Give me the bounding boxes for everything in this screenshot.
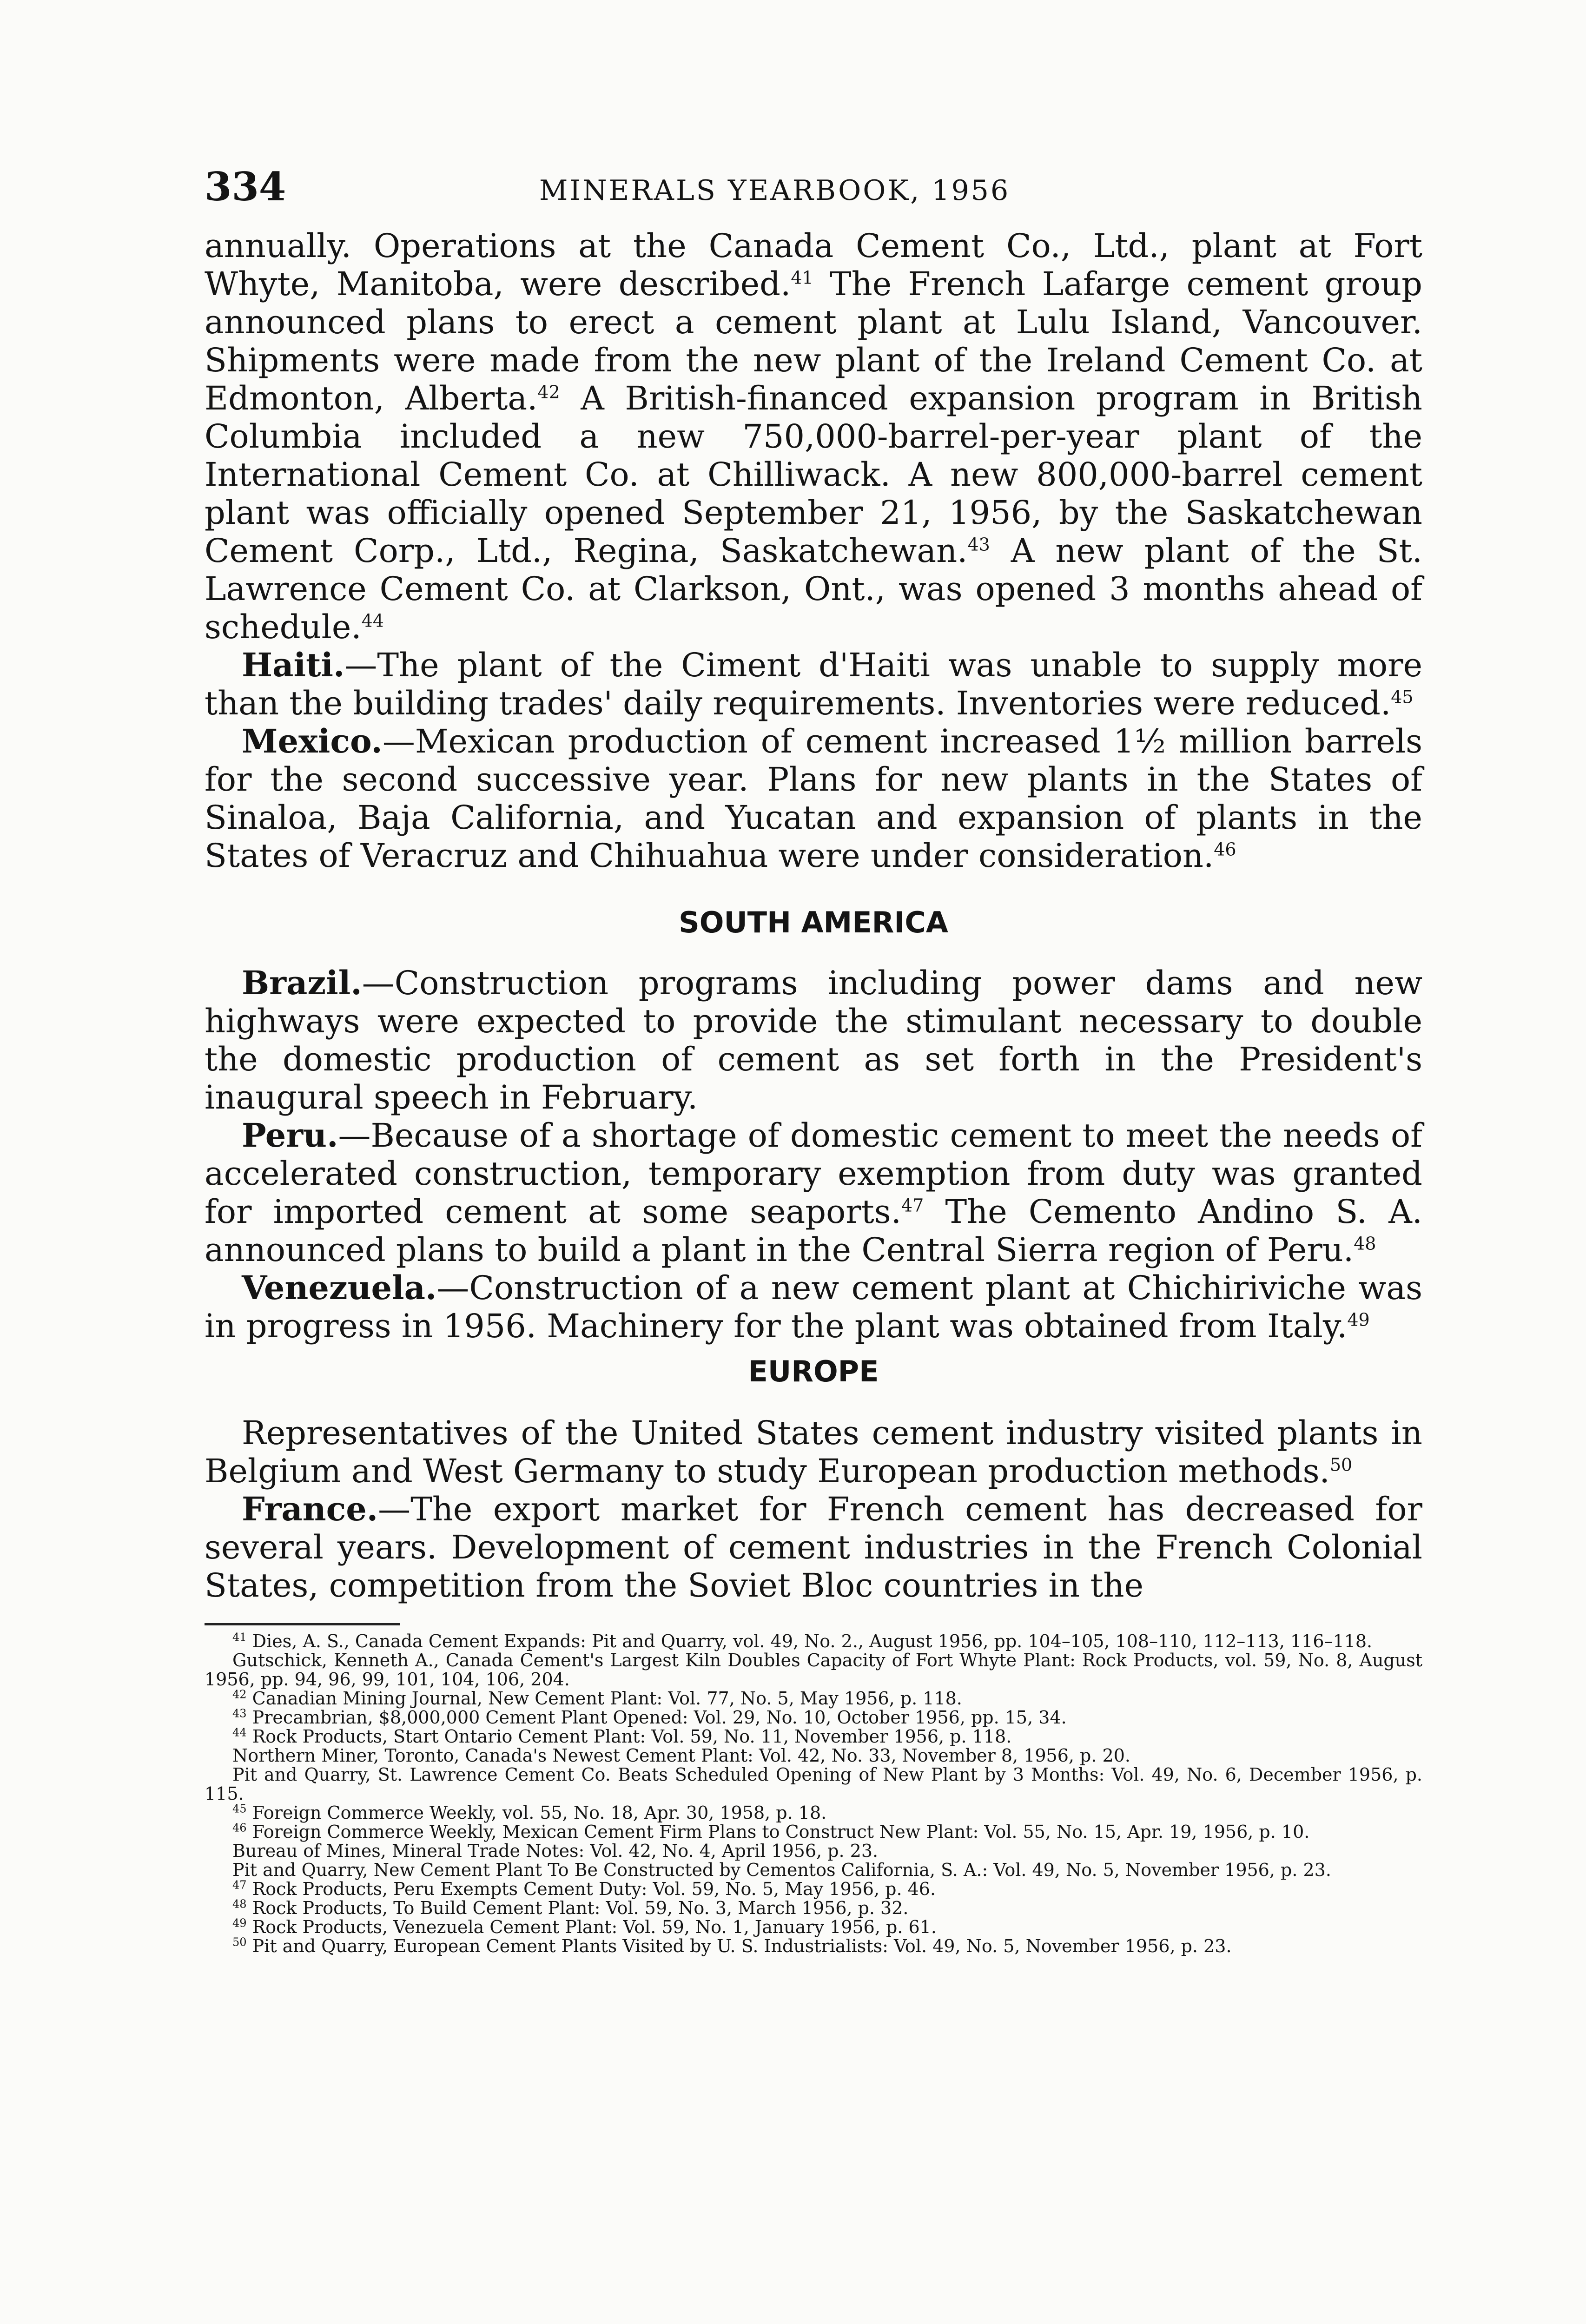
footnote-ref-45: 45 — [1391, 687, 1414, 707]
running-title: MINERALS YEARBOOK, 1956 — [539, 174, 1011, 207]
country-heading: Peru. — [242, 1116, 338, 1155]
footnote: $^{45}$ Foreign Commerce Weekly, vol. 55, No. 18, Apr. 30, 1958, p. 18. — [232, 1802, 827, 1823]
footnote: $^{42}$ Canadian Mining Journal, New Cement Plant: Vol. 77, No. 5, May 1956, p. 118. — [232, 1688, 962, 1709]
footnote-ref-47: 47 — [901, 1195, 924, 1216]
footnote: Pit and Quarry, St. Lawrence Cement Co. Beats Scheduled Opening of New Plant by 3 Months: Vol. 49, No. 6, December 1956, p. 115. — [205, 1764, 1422, 1804]
paragraph-mexico: Mexico.—Mexican production of cement increased 1½ million barrels for the second successive year. Plans for new plants in the States of Sinaloa, Baja California, and Yucatan and expansion of plants in the States of Veracruz and Chihuahua were under consideration.$^{46}$ — [205, 722, 1422, 875]
country-heading: Haiti. — [242, 646, 345, 684]
paragraph-peru: Peru.—Because of a shortage of domestic cement to meet the needs of accelerated construction, temporary exemption from duty was granted for imported cement at some seaports.$^{47}$ The Cemento Andino S. A. announced plans to build a plant in the Central Sierra region of Peru.$^{48}$ — [205, 1116, 1422, 1269]
paragraph-brazil: Brazil.—Construction programs including power dams and new highways were expected to provide the stimulant necessary to double the domestic production of cement as set forth in the President's inaugural speech in February. — [205, 964, 1422, 1116]
page — [205, 164, 1423, 1956]
country-heading: France. — [242, 1490, 378, 1528]
footnote: $^{41}$ Dies, A. S., Canada Cement Expands: Pit and Quarry, vol. 49, No. 2., August 1956, pp. 104–105, 108–110, 112–113, 116–118. — [232, 1631, 1373, 1651]
footnote-ref-41: 41 — [791, 267, 813, 288]
footnote: Bureau of Mines, Mineral Trade Notes: Vol. 42, No. 4, April 1956, p. 23. — [232, 1841, 879, 1861]
section-heading-europe: EUROPE — [748, 1354, 879, 1388]
footnote-divider — [205, 1623, 400, 1625]
paragraph-haiti: Haiti.—The plant of the Ciment d'Haiti was unable to supply more than the building trades' daily requirements. Inventories were reduced.$^{45}$ — [205, 646, 1422, 722]
footnote: $^{47}$ Rock Products, Peru Exempts Cement Duty: Vol. 59, No. 5, May 1956, p. 46. — [232, 1878, 936, 1899]
paragraph-europe: Representatives of the United States cement industry visited plants in Belgium and West Germany to study European production methods.$^{50}$ — [205, 1414, 1422, 1490]
section-heading-south-america: SOUTH AMERICA — [679, 905, 948, 939]
footnotes — [205, 1632, 1422, 1956]
paragraph-canada: annually. Operations at the Canada Cement Co., Ltd., plant at Fort Whyte, Manitoba, were described.$^{41}$ The French Lafarge cement group announced plans to erect a cement plant at Lulu Island, Vancouver. Shipments were made from the new plant of the Ireland Cement Co. at Edmonton, Alberta.$^{42}$ A British-financed expansion program in British Columbia included a new 750,000-barrel-per-year plant of the International Cement Co. at Chilliwack. A new 800,000-barrel cement plant was officially opened September 21, 1956, by the Saskatchewan Cement Corp., Ltd., Regina, Saskatchewan.$^{43}$ A new plant of the St. Lawrence Cement Co. at Clarkson, Ont., was opened 3 months ahead of schedule.$^{44}$ — [205, 227, 1423, 646]
paragraph-venezuela: Venezuela.—Construction of a new cement plant at Chichiriviche was in progress in 1956. Machinery for the plant was obtained from Italy.$^{49}$ — [205, 1268, 1422, 1345]
footnote: Northern Miner, Toronto, Canada's Newest Cement Plant: Vol. 42, No. 33, November 8, 1956, p. 20. — [232, 1745, 1130, 1766]
country-heading: Venezuela. — [242, 1268, 437, 1307]
footnote-ref-49: 49 — [1347, 1309, 1370, 1330]
footnote: Pit and Quarry, New Cement Plant To Be Constructed by Cementos California, S. A.: Vol. 49, No. 5, November 1956, p. 23. — [232, 1860, 1331, 1880]
footnote-ref-50: 50 — [1329, 1454, 1353, 1475]
paragraph-france: France.—The export market for French cement has decreased for several years. Development of cement industries in the French Colonial States, competition from the Soviet Bloc countries in the — [205, 1490, 1422, 1604]
country-heading: Brazil. — [242, 964, 362, 1002]
footnote: $^{43}$ Precambrian, $8,000,000 Cement Plant Opened: Vol. 29, No. 10, October 1956, pp. 15, 34. — [232, 1707, 1067, 1728]
footnote: $^{50}$ Pit and Quarry, European Cement Plants Visited by U. S. Industrialists: Vol. 49, No. 5, November 1956, p. 23. — [232, 1935, 1232, 1956]
footnote-ref-48: 48 — [1354, 1233, 1376, 1254]
footnote-ref-46: 46 — [1214, 839, 1236, 860]
footnote: Gutschick, Kenneth A., Canada Cement's Largest Kiln Doubles Capacity of Fort Whyte Plant: Rock Products, vol. 59, No. 8, August 1956, pp. 94, 96, 99, 101, 104, 106, 204. — [205, 1650, 1422, 1690]
footnote-ref-42: 42 — [537, 382, 560, 403]
footnote-ref-43: 43 — [967, 534, 990, 555]
body-text — [205, 227, 1422, 1604]
footnote: $^{44}$ Rock Products, Start Ontario Cement Plant: Vol. 59, No. 11, November 1956, p. 118. — [232, 1726, 1012, 1747]
running-head — [205, 164, 1422, 218]
footnote-ref-44: 44 — [361, 610, 384, 631]
country-heading: Mexico. — [242, 722, 383, 760]
page-number: 334 — [205, 164, 286, 210]
footnote: $^{49}$ Rock Products, Venezuela Cement Plant: Vol. 59, No. 1, January 1956, p. 61. — [232, 1916, 937, 1937]
footnote: $^{46}$ Foreign Commerce Weekly, Mexican Cement Firm Plans to Construct New Plant: Vol. 55, No. 15, Apr. 19, 1956, p. 10. — [232, 1821, 1310, 1842]
footnote: $^{48}$ Rock Products, To Build Cement Plant: Vol. 59, No. 3, March 1956, p. 32. — [232, 1897, 909, 1918]
